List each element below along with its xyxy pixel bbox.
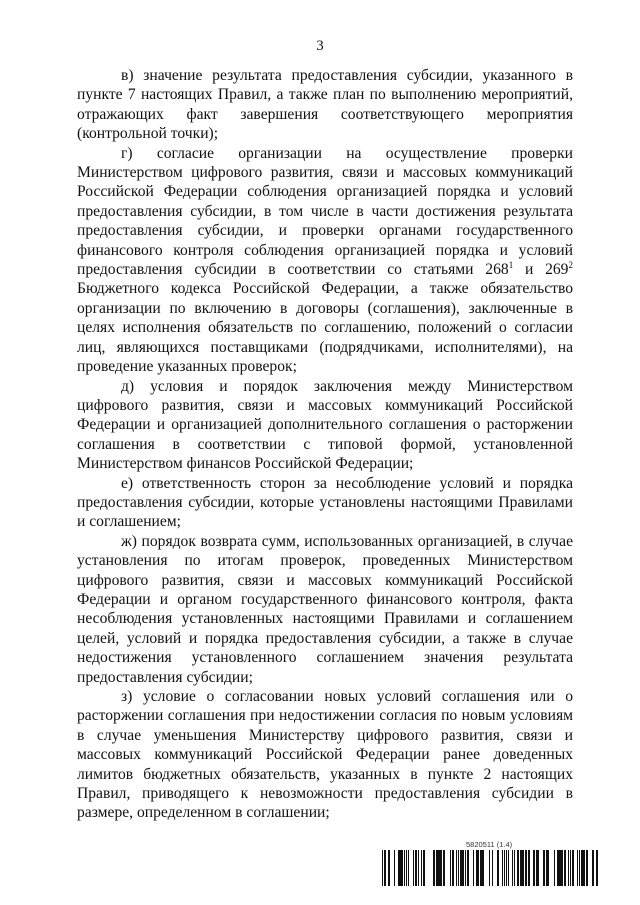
barcode-label: 5820511 (1.4) — [466, 840, 513, 849]
superscript-2: 2 — [568, 259, 573, 270]
paragraph-v: в) значение результата предоставления субсидии, указанного в пункте 7 настоящих Правил, а также план по выполнению мероприятий, отражающих факт завершения соответствующего мероприятия (контрольной точки); — [77, 67, 573, 143]
barcode-icon — [381, 850, 603, 886]
paragraph-g-text-c: Бюджетного кодекса Российской Федерации, а также обязательство организации по включению в договоры (соглашения), заключенные в целях исполнения обязательств по соглашению, положений о согласии лиц, являющихся поставщиками (подрядчиками, исполнителями), на проведение указанных проверок; — [77, 280, 573, 376]
document-body — [77, 66, 573, 823]
paragraph-e: е) ответственность сторон за несоблюдение условий и порядка предоставления субсидии, которые установлены настоящими Правилами и соглашением; — [77, 474, 573, 531]
paragraph-g-text-b: и 269 — [513, 261, 569, 279]
paragraph-d: д) условия и порядок заключения между Министерством цифрового развития, связи и массовых коммуникаций Российской Федерации и организацией дополнительного соглашения о расторжении соглашения в соответствии с типовой формой, установленной Министерством финансов Российской Федерации; — [77, 377, 573, 473]
superscript-1: 1 — [508, 259, 514, 270]
paragraph-zh: ж) порядок возврата сумм, использованных организацией, в случае установления по итогам проверок, проведенных Министерством цифрового развития, связи и массовых коммуникаций Российской Федерации и органом государственного финансового контроля, факта несоблюдения установленных настоящими Правилами и соглашением целей, условий и порядка предоставления субсидии, а также в случае недостижения установленного соглашением значения результата предоставления субсидии; — [77, 532, 573, 686]
paragraph-z: з) условие о согласовании новых условий соглашения или о расторжении соглашения при недостижении согласия по новым условиям в случае уменьшения Министерству цифрового развития, связи и массовых коммуникаций Российской Федерации ранее доведенных лимитов бюджетных обязательств, указанных в пункте 2 настоящих Правил, приводящего к невозможности предоставления субсидии в размере, определенном в соглашении; — [77, 688, 573, 822]
page-number: 3 — [316, 38, 324, 54]
document-barcode — [381, 840, 603, 890]
paragraph-g-text-a: г) согласие организации на осуществление проверки Министерством цифрового развития, связи и массовых коммуникаций Российской Федерации соблюдения организацией порядка и условий предоставления субсидии, в том числе в части достижения результата предоставления субсидии, и проверки органами государственного финансового контроля соблюдения организацией порядка и условий предоставления субсидии в соответствии со статьями 268 — [77, 144, 573, 279]
paragraph-g — [77, 144, 573, 377]
